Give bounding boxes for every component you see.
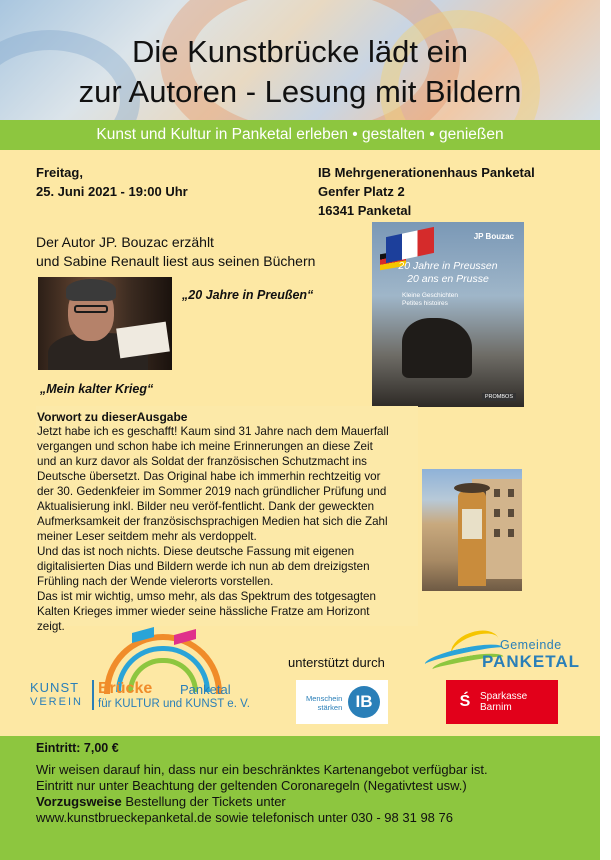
- photo-hair: [66, 279, 116, 301]
- foreword-line: Und das ist noch nichts. Diese deutsche Fassung mit eigenen: [37, 545, 355, 558]
- advertising-column-roof: [454, 483, 490, 493]
- cover-subtitle-de: Kleine Geschichten: [402, 292, 459, 299]
- photo-window: [508, 529, 514, 537]
- photo-window: [494, 529, 500, 537]
- photo-glasses: [74, 305, 108, 313]
- logo-panketal-text: Panketal: [180, 682, 231, 697]
- cover-publisher: PROMBOS: [482, 393, 516, 401]
- event-date: [36, 163, 188, 201]
- notice-line-3: [36, 794, 488, 810]
- ib-logo: [296, 680, 388, 724]
- supported-by-label: unterstützt durch: [288, 655, 385, 670]
- photo-window: [494, 509, 500, 517]
- sparkasse-s-icon: Ś: [459, 693, 471, 710]
- foreword-line: meiner Leser seitdem mehr als verdoppelt.: [37, 530, 257, 543]
- cover-author: JP Bouzac: [473, 232, 514, 241]
- column-poster: [462, 509, 482, 539]
- gemeinde-text: Gemeinde: [500, 638, 562, 652]
- book-title-2: „Mein kalter Krieg“: [40, 382, 154, 396]
- photo-window: [494, 489, 500, 497]
- foreword-line: digitalisierten Dias und Bildern werde ich nun ab dem dreizigsten: [37, 560, 370, 573]
- sparkasse-line-2: Barnim: [480, 702, 512, 713]
- sparkasse-name: [480, 691, 527, 713]
- foreword-line: Deutsche übersetzt. Das Original habe ich immerhin rechtzeitig vor: [37, 470, 381, 483]
- notice-emphasis: Vorzugsweise: [36, 794, 122, 809]
- street-photo: [422, 469, 522, 591]
- photo-window: [508, 489, 514, 497]
- book-title-1: „20 Jahre in Preußen“: [182, 288, 314, 302]
- venue-city: 16341 Panketal: [318, 203, 412, 218]
- foreword-line: Aktualisierung inkl. Bilder neu veröf-fentlicht. Dank der geweckten: [37, 500, 375, 513]
- logo-bruecke-text: Brücke: [98, 680, 153, 697]
- entry-price: Eintritt: 7,00 €: [36, 741, 119, 755]
- kunstverein-logo: [24, 630, 260, 716]
- venue-name: IB Mehrgenerationenhaus Panketal: [318, 165, 535, 180]
- gemeinde-panketal-logo: [420, 628, 588, 674]
- ib-claim-line-2: stärken: [317, 703, 343, 712]
- quadriga-silhouette: [402, 318, 472, 378]
- photo-book: [116, 322, 170, 359]
- photo-window: [508, 509, 514, 517]
- title-line-2: zur Autoren - Lesung mit Bildern: [78, 74, 522, 109]
- foreword-line: der 30. Gedenkfeier im Sommer 2019 nach gründlicher Prüfung und: [37, 485, 387, 498]
- notice-line-2: Eintritt nur unter Beachtung der geltenden Coronaregeln (Negativtest usw.): [36, 778, 467, 793]
- title-line-1: Die Kunstbrücke lädt ein: [131, 34, 469, 69]
- book-cover: [372, 222, 524, 407]
- venue-street: Genfer Platz 2: [318, 184, 405, 199]
- cover-title-de: 20 Jahre in Preussen: [398, 260, 498, 272]
- cover-subtitle-fr: Petites histoires: [402, 300, 448, 307]
- event-venue: [318, 163, 535, 220]
- notice-line-4[interactable]: www.kunstbrueckepanketal.de sowie telefonisch unter 030 - 98 31 98 76: [36, 810, 453, 825]
- logo-verein-text: VEREIN: [30, 696, 83, 708]
- intro-line-2: und Sabine Renault liest aus seinen Büchern: [36, 253, 316, 269]
- logo-subtitle: für KULTUR und KUNST e. V.: [98, 698, 250, 710]
- foreword-line: Jetzt habe ich es geschafft! Kaum sind 31 Jahre nach dem Mauerfall: [37, 425, 389, 438]
- notice-line-3-text: Bestellung der Tickets unter: [121, 794, 286, 809]
- intro-text: [36, 233, 315, 271]
- foreword-title: Vorwort zu dieserAusgabe: [37, 410, 188, 424]
- sparkasse-line-1: Sparkasse: [480, 691, 528, 702]
- logo-divider: [92, 680, 94, 710]
- cover-title-fr: 20 ans en Prusse: [407, 273, 489, 285]
- event-date-time: 25. Juni 2021 - 19:00 Uhr: [36, 184, 188, 199]
- foreword-line: vergangen und schon habe ich meine Erinnerungen an diese Zeit: [37, 440, 373, 453]
- foreword-line: zeigt.: [37, 620, 65, 633]
- ib-claim-line-1: Menschein: [306, 694, 343, 703]
- notice-line-1: Wir weisen darauf hin, dass nur ein beschränktes Kartenangebot verfügbar ist.: [36, 762, 488, 777]
- event-day: Freitag,: [36, 165, 83, 180]
- foreword-line: Das ist mir wichtig, umso mehr, als das Spektrum des totgesagten: [37, 590, 376, 603]
- page-title: [0, 32, 600, 112]
- french-flag-icon: [386, 227, 434, 263]
- ib-claim: [306, 694, 342, 712]
- foreword-line: Frühling nach der Wende vielerorts vorstellen.: [37, 575, 274, 588]
- footer-notice: [36, 762, 488, 826]
- logo-kunst-text: KUNST: [30, 680, 80, 695]
- ib-mark-icon: IB: [348, 686, 380, 718]
- foreword-line: Kalten Krieges immer wieder seine hässliche Fratze am Horizont: [37, 605, 370, 618]
- foreword-text: [37, 424, 419, 634]
- foreword-line: Aufmerksamkeit der französischsprachigen Medien hat sich die Zahl: [37, 515, 388, 528]
- author-photo: [38, 277, 172, 370]
- intro-line-1: Der Autor JP. Bouzac erzählt: [36, 234, 214, 250]
- slogan-bar: Kunst und Kultur in Panketal erleben • gestalten • genießen: [0, 120, 600, 150]
- foreword-line: und an kurz davor als Soldat der französischen Schutzmacht ins: [37, 455, 367, 468]
- sparkasse-logo: [446, 680, 558, 724]
- header-banner: [0, 0, 600, 120]
- panketal-text: PANKETAL: [482, 652, 581, 671]
